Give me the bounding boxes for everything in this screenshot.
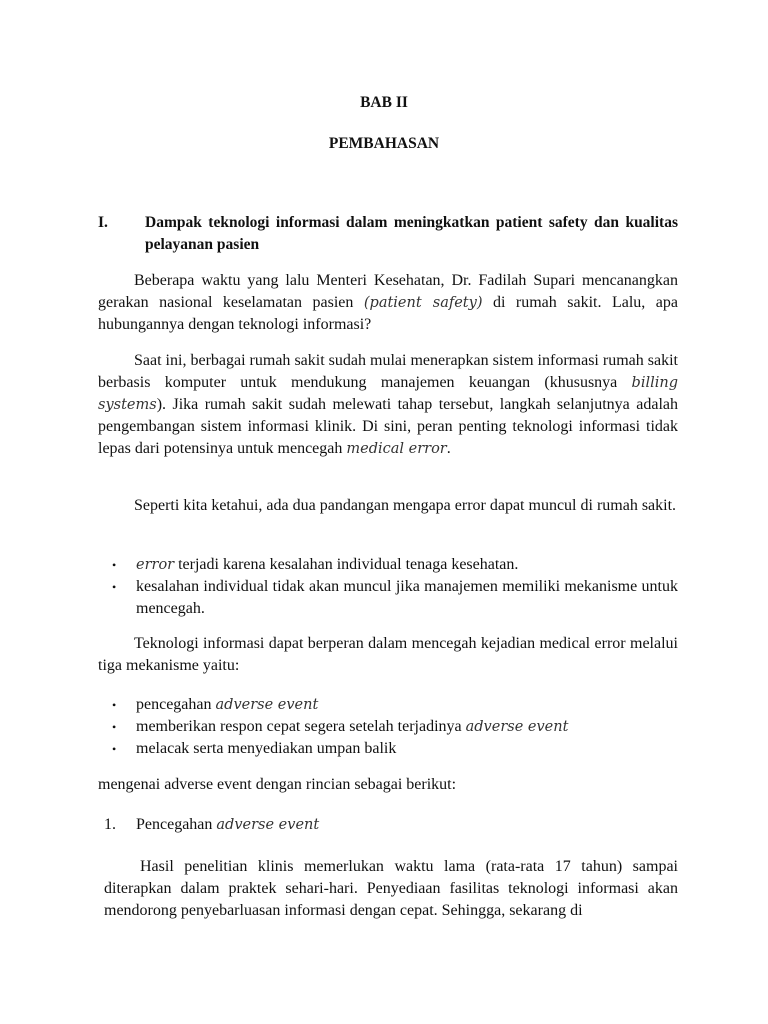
section-title: Dampak teknologi informasi dalam meningkatkan patient safety dan kualitas pelayanan pasien: [145, 214, 678, 253]
paragraph-text: di rumah sakit. Lalu, apa hubungannya dengan teknologi informasi?: [98, 294, 679, 333]
italic-term: billing systems: [98, 375, 678, 413]
list-item-text: melacak serta menyediakan umpan balik: [136, 740, 397, 757]
paragraph-text: Beberapa waktu yang lalu Menteri Kesehatan, Dr. Fadilah Supari mencanangkan gerakan nasional keselamatan pasien: [98, 272, 678, 311]
item-number: 1.: [104, 816, 116, 833]
paragraph-text: .: [446, 440, 451, 457]
list-item-text: terjadi karena kesalahan individual tenaga kesehatan.: [174, 556, 519, 573]
bullet-icon: •: [112, 720, 117, 734]
paragraph-clinical-research: Hasil penelitian klinis memerlukan waktu lama (rata-rata 17 tahun) sampai diterapkan dalam praktek sehari-hari. Penyediaan fasilitas teknologi informasi akan mendorong penyebarluasan informasi dengan cepat. Sehingga, sekarang di: [104, 858, 678, 919]
list-item-text: pencegahan: [136, 696, 216, 713]
list-item: [98, 576, 678, 620]
section-heading: [98, 212, 678, 256]
numbered-item-prevention: [104, 814, 319, 836]
bullet-list-mechanisms: [98, 694, 678, 760]
paragraph-text: ). Jika rumah sakit sudah melewati tahap tersebut, langkah selanjutnya adalah pengembangan sistem informasi klinik. Di sini, peran penting teknologi informasi tidak lepas dari potensinya untuk mencegah: [98, 396, 678, 457]
chapter-title: PEMBAHASAN: [328, 135, 440, 152]
italic-term: adverse event: [465, 719, 569, 735]
italic-term: adverse event: [215, 697, 319, 713]
bullet-icon: •: [112, 698, 117, 712]
italic-term: (patient safety): [363, 295, 483, 311]
paragraph-adverse-details: mengenai adverse event dengan rincian sebagai berikut:: [98, 776, 457, 793]
paragraph-error-views: Seperti kita ketahui, ada dua pandangan mengapa error dapat muncul di rumah sakit.: [134, 497, 677, 514]
italic-term: error: [136, 557, 175, 573]
section-number: I.: [98, 214, 108, 231]
paragraph-text: Saat ini, berbagai rumah sakit sudah mulai menerapkan sistem informasi rumah sakit berbasis komputer untuk mendukung manajemen keuangan (khususnya: [98, 352, 678, 391]
list-item-text: kesalahan individual tidak akan muncul jika manajemen memiliki mekanisme untuk mencegah.: [136, 578, 678, 617]
paragraph-mechanisms: Teknologi informasi dapat berperan dalam mencegah kejadian medical error melalui tiga mekanisme yaitu:: [98, 635, 678, 674]
list-item: [98, 738, 678, 760]
paragraph-hospital-systems: [98, 350, 678, 460]
italic-term: medical error: [346, 441, 447, 457]
bullet-icon: •: [112, 580, 117, 594]
bullet-list-error-causes: [98, 554, 678, 620]
paragraph-patient-safety: [98, 270, 678, 336]
bullet-icon: •: [112, 742, 117, 756]
item-text: Pencegahan: [136, 816, 217, 833]
italic-term: adverse event: [216, 817, 320, 833]
bullet-icon: •: [112, 558, 117, 572]
list-item: [98, 716, 678, 738]
list-item-text: memberikan respon cepat segera setelah terjadinya: [136, 718, 466, 735]
list-item: [98, 694, 678, 716]
list-item: [98, 554, 678, 576]
chapter-heading: BAB II: [360, 94, 408, 111]
